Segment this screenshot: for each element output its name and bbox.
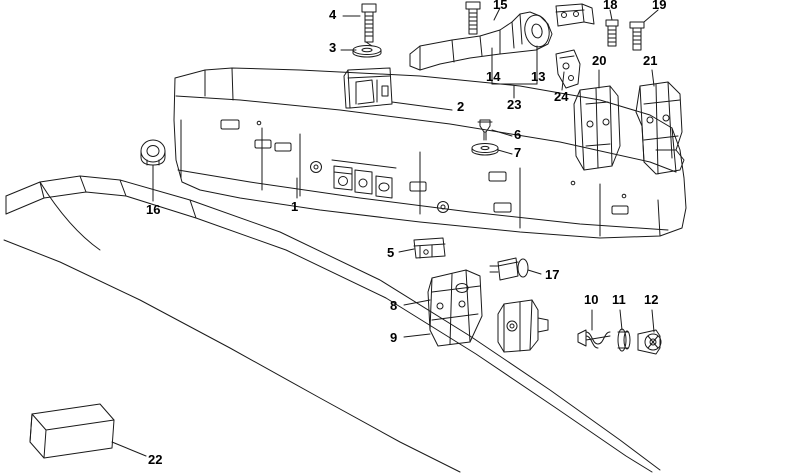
callout-23: 23 <box>507 97 522 112</box>
part-bolt-15 <box>466 2 480 34</box>
callout-4: 4 <box>329 7 337 22</box>
part-plate-5 <box>414 238 445 258</box>
callout-20: 20 <box>592 53 607 68</box>
part-nut-16 <box>141 140 165 165</box>
part-pad-22 <box>30 404 114 458</box>
part-washer-3 <box>353 46 381 58</box>
callout-15: 15 <box>493 0 508 12</box>
callout-8: 8 <box>390 298 398 313</box>
callout-1: 1 <box>291 199 299 214</box>
callout-10: 10 <box>584 292 599 307</box>
callout-13: 13 <box>531 69 546 84</box>
part-bolt-19 <box>630 22 644 50</box>
callout-12: 12 <box>644 292 659 307</box>
part-bracket-24 <box>556 50 580 88</box>
callout-22: 22 <box>148 452 163 467</box>
callout-24: 24 <box>554 89 569 104</box>
part-tow-bracket-8 <box>428 270 482 346</box>
callout-5: 5 <box>387 245 395 260</box>
callout-11: 11 <box>612 292 626 307</box>
callout-9: 9 <box>390 330 398 345</box>
callout-2: 2 <box>457 99 465 114</box>
part-bolt-12 <box>638 330 661 354</box>
part-bumper-beam <box>174 68 686 238</box>
callout-18: 18 <box>603 0 618 12</box>
part-impact-absorber-14-13-23 <box>410 4 594 84</box>
callout-6: 6 <box>514 127 522 142</box>
callout-14: 14 <box>486 69 501 84</box>
callout-7: 7 <box>514 145 522 160</box>
part-bolt-18 <box>606 20 618 46</box>
callout-21: 21 <box>643 53 658 68</box>
callout-17: 17 <box>545 267 560 282</box>
callout-19: 19 <box>652 0 667 12</box>
part-washer-11 <box>618 329 630 351</box>
callout-3: 3 <box>329 40 337 55</box>
part-bolt-4 <box>362 4 376 46</box>
part-spring-pin-10 <box>578 330 610 348</box>
part-bracket-9 <box>498 300 548 352</box>
callout-16: 16 <box>146 202 161 217</box>
part-stud-17 <box>490 258 528 280</box>
